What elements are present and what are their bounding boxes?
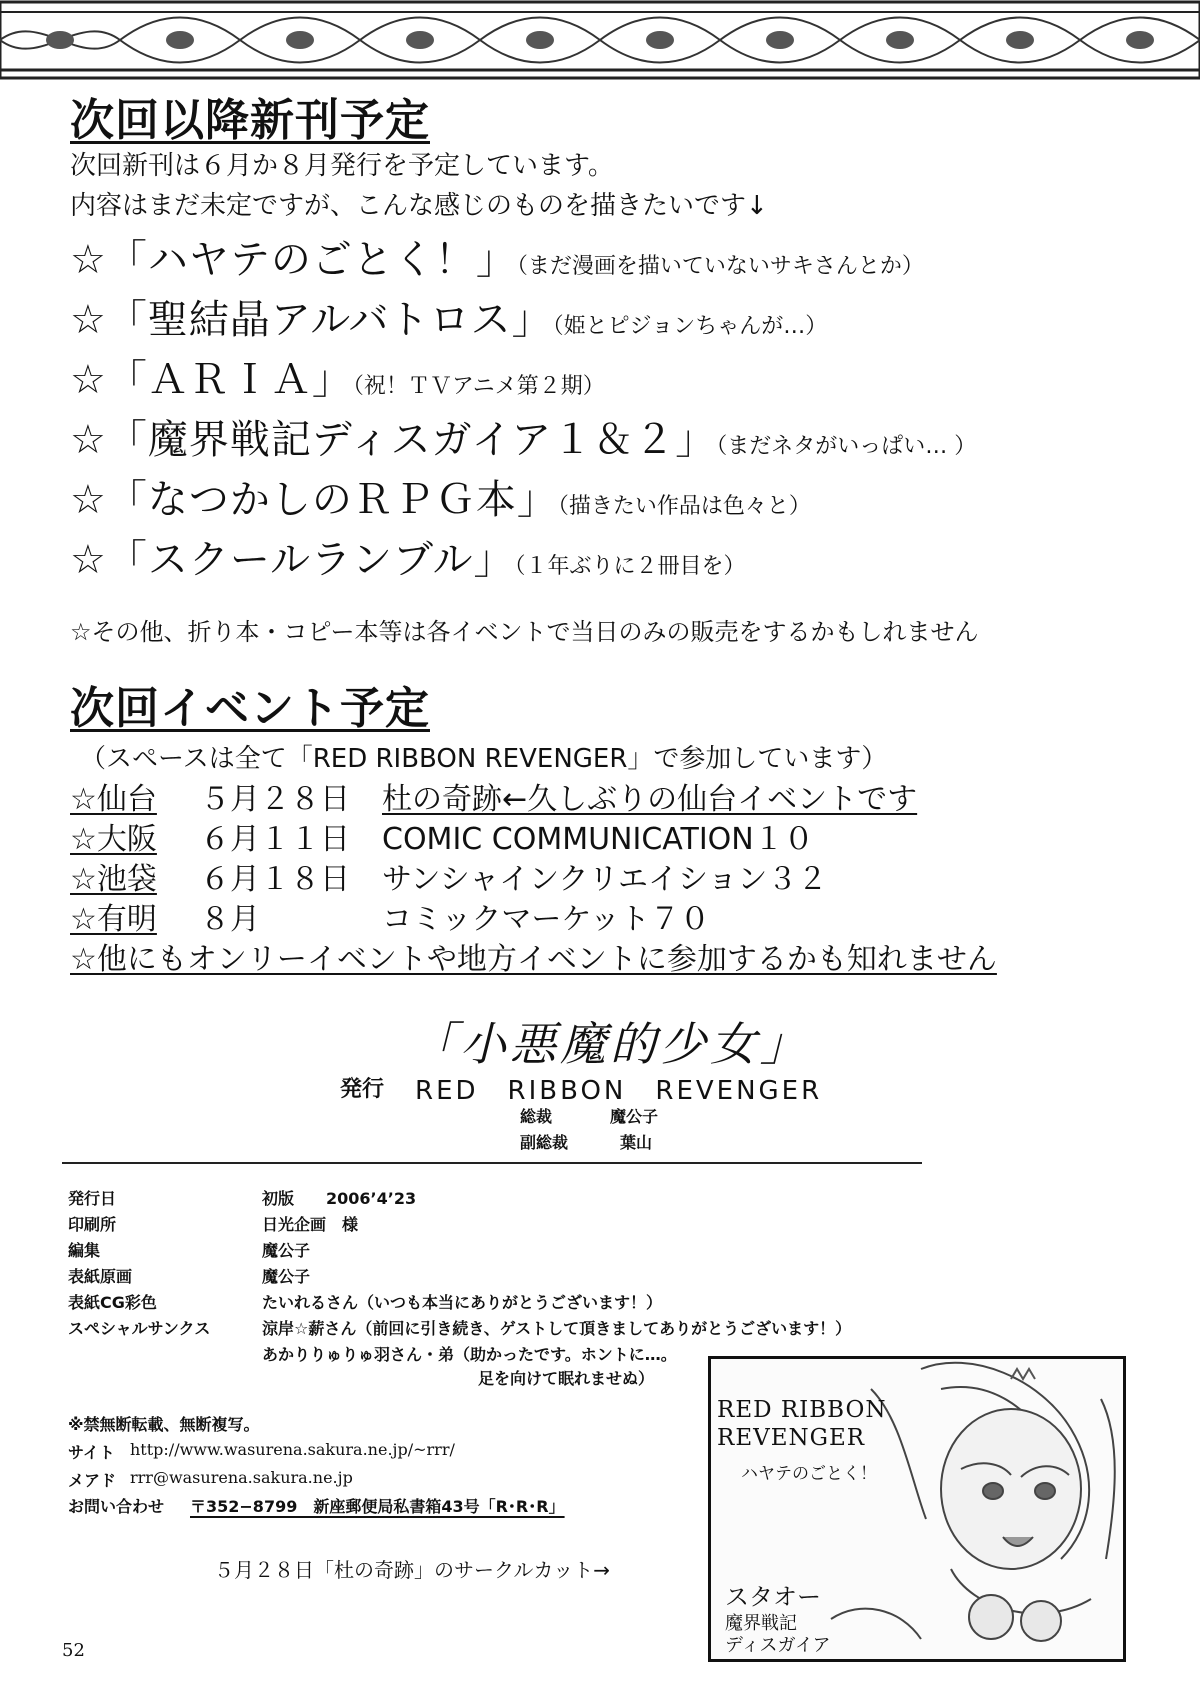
- copyright-notice: ※禁無断転載、無断複写。: [68, 1415, 260, 1434]
- event-date: ６月１８日: [200, 862, 350, 897]
- colophon-label: スペシャルサンクス: [68, 1319, 211, 1338]
- colophon-label: 編集: [68, 1241, 101, 1260]
- star-icon: ☆: [70, 357, 107, 403]
- vice-label: 副総裁: [520, 1133, 569, 1152]
- thanks-line-2: あかりりゅりゅ羽さん・弟（助かったです。ホントに…。: [262, 1345, 677, 1364]
- intro-line-2: 内容はまだ未定ですが、こんな感じのものを描きたいです↓: [70, 191, 768, 221]
- event-place: ☆仙台: [70, 782, 157, 817]
- list-item: [70, 228, 924, 285]
- item-note: （まだ漫画を描いていないサキさんとか）: [516, 254, 924, 279]
- list-item: [70, 468, 811, 525]
- ornamental-border: [0, 0, 1200, 80]
- colophon-label: 表紙原画: [68, 1267, 133, 1286]
- divider: [62, 1162, 922, 1164]
- colophon-label: 表紙CG彩色: [68, 1293, 157, 1312]
- cut-space: スタオー: [725, 1583, 821, 1611]
- contact-label: お問い合わせ: [68, 1497, 165, 1516]
- event-row: [70, 894, 710, 938]
- site-url[interactable]: http://www.wasurena.sakura.ne.jp/~rrr/: [130, 1440, 455, 1459]
- cut-circle-name-2: REVENGER: [717, 1425, 866, 1451]
- star-icon: ☆: [70, 537, 107, 583]
- colophon-value: 涼岸☆薪さん（前回に引き続き、ゲストして頂きましてありがとうございます！）: [262, 1319, 852, 1338]
- item-title: 「聖結晶アルバトロス」: [106, 297, 553, 343]
- star-icon: ☆: [70, 237, 107, 283]
- item-note: （祝！ＴＶアニメ第２期）: [352, 374, 605, 399]
- list-item: [70, 408, 976, 465]
- chief-name: 魔公子: [610, 1107, 659, 1126]
- page-number: 52: [62, 1640, 85, 1661]
- item-title: 「なつかしのＲＰＧ本」: [106, 477, 558, 523]
- cut-circle-name-1: RED RIBBON: [717, 1397, 887, 1423]
- contact-address: 〒352−8799 新座郵便局私書箱43号「R･R･R」: [190, 1497, 565, 1516]
- list-item: [70, 528, 745, 585]
- cut-genre: ハヤテのごとく！: [741, 1464, 877, 1484]
- other-note: ☆その他、折り本・コピー本等は各イベントで当日のみの販売をするかもしれません: [70, 618, 979, 646]
- event-name: コミックマーケット７０: [382, 902, 710, 937]
- event-place: ☆大阪: [70, 822, 157, 857]
- cut-extra-2: ディスガイア: [725, 1635, 831, 1656]
- mail-address[interactable]: rrr@wasurena.sakura.ne.jp: [130, 1468, 353, 1487]
- item-title: 「魔界戦記ディスガイア１＆２」: [106, 417, 717, 463]
- event-row: [70, 854, 827, 898]
- event-row-other: ☆他にもオンリーイベントや地方イベントに参加するかも知れません: [70, 942, 997, 977]
- event-row: [70, 814, 814, 858]
- events-note: （スペースは全て「RED RIBBON REVENGER」で参加しています）: [80, 744, 888, 774]
- section-title-events: 次回イベント予定: [70, 683, 430, 734]
- publisher-label: 発行: [340, 1077, 385, 1102]
- chief-label: 総裁: [520, 1107, 553, 1126]
- item-note: （描きたい作品は色々と）: [557, 494, 811, 519]
- intro-line-1: 次回新刊は６月か８月発行を予定しています。: [70, 151, 614, 181]
- site-label: サイト: [68, 1443, 115, 1462]
- event-place: ☆有明: [70, 902, 157, 937]
- section-title-new-releases: 次回以降新刊予定: [70, 95, 430, 146]
- item-title: 「ハヤテのごとく！」: [106, 237, 517, 283]
- item-note: （１年ぶりに２冊目を）: [514, 554, 746, 579]
- item-note: （姫とピジョンちゃんが…）: [552, 314, 828, 339]
- colophon-value: 初版 2006’4’23: [262, 1189, 417, 1208]
- item-title: 「スクールランブル」: [106, 537, 515, 583]
- event-name: COMIC COMMUNICATION１０: [382, 822, 814, 857]
- mail-label: メアド: [68, 1471, 117, 1490]
- event-name: 杜の奇跡←久しぶりの仙台イベントです: [382, 782, 918, 817]
- colophon-value: 日光企画 様: [262, 1215, 359, 1234]
- star-icon: ☆: [70, 477, 107, 523]
- event-date: ８月: [200, 902, 260, 937]
- event-date: ５月２８日: [200, 782, 350, 817]
- vice-name: 葉山: [620, 1133, 653, 1152]
- publisher-name: RED RIBBON REVENGER: [415, 1076, 823, 1106]
- colophon-label: 発行日: [68, 1189, 117, 1208]
- item-note: （まだネタがいっぱい… ）: [716, 434, 977, 459]
- event-date: ６月１１日: [200, 822, 350, 857]
- book-title: 「小悪魔的少女」: [410, 1017, 810, 1071]
- circle-cut-caption: ５月２８日「杜の奇跡」のサークルカット→: [214, 1558, 610, 1582]
- star-icon: ☆: [70, 297, 107, 343]
- cut-extra-1: 魔界戦記: [725, 1613, 797, 1634]
- circle-cut: [708, 1356, 1126, 1662]
- colophon-value: 魔公子: [262, 1241, 311, 1260]
- colophon-value: 魔公子: [262, 1267, 311, 1286]
- thanks-line-3: 足を向けて眠れませぬ）: [478, 1369, 655, 1388]
- event-name: サンシャインクリエイション３２: [382, 862, 828, 897]
- event-place: ☆池袋: [70, 862, 157, 897]
- item-title: 「ＡＲＩＡ」: [106, 357, 353, 403]
- star-icon: ☆: [70, 417, 107, 463]
- colophon-value: たいれるさん（いつも本当にありがとうございます！）: [262, 1293, 663, 1312]
- list-item: [70, 288, 827, 345]
- colophon-label: 印刷所: [68, 1215, 117, 1234]
- event-row: [70, 774, 917, 818]
- list-item: [70, 348, 605, 405]
